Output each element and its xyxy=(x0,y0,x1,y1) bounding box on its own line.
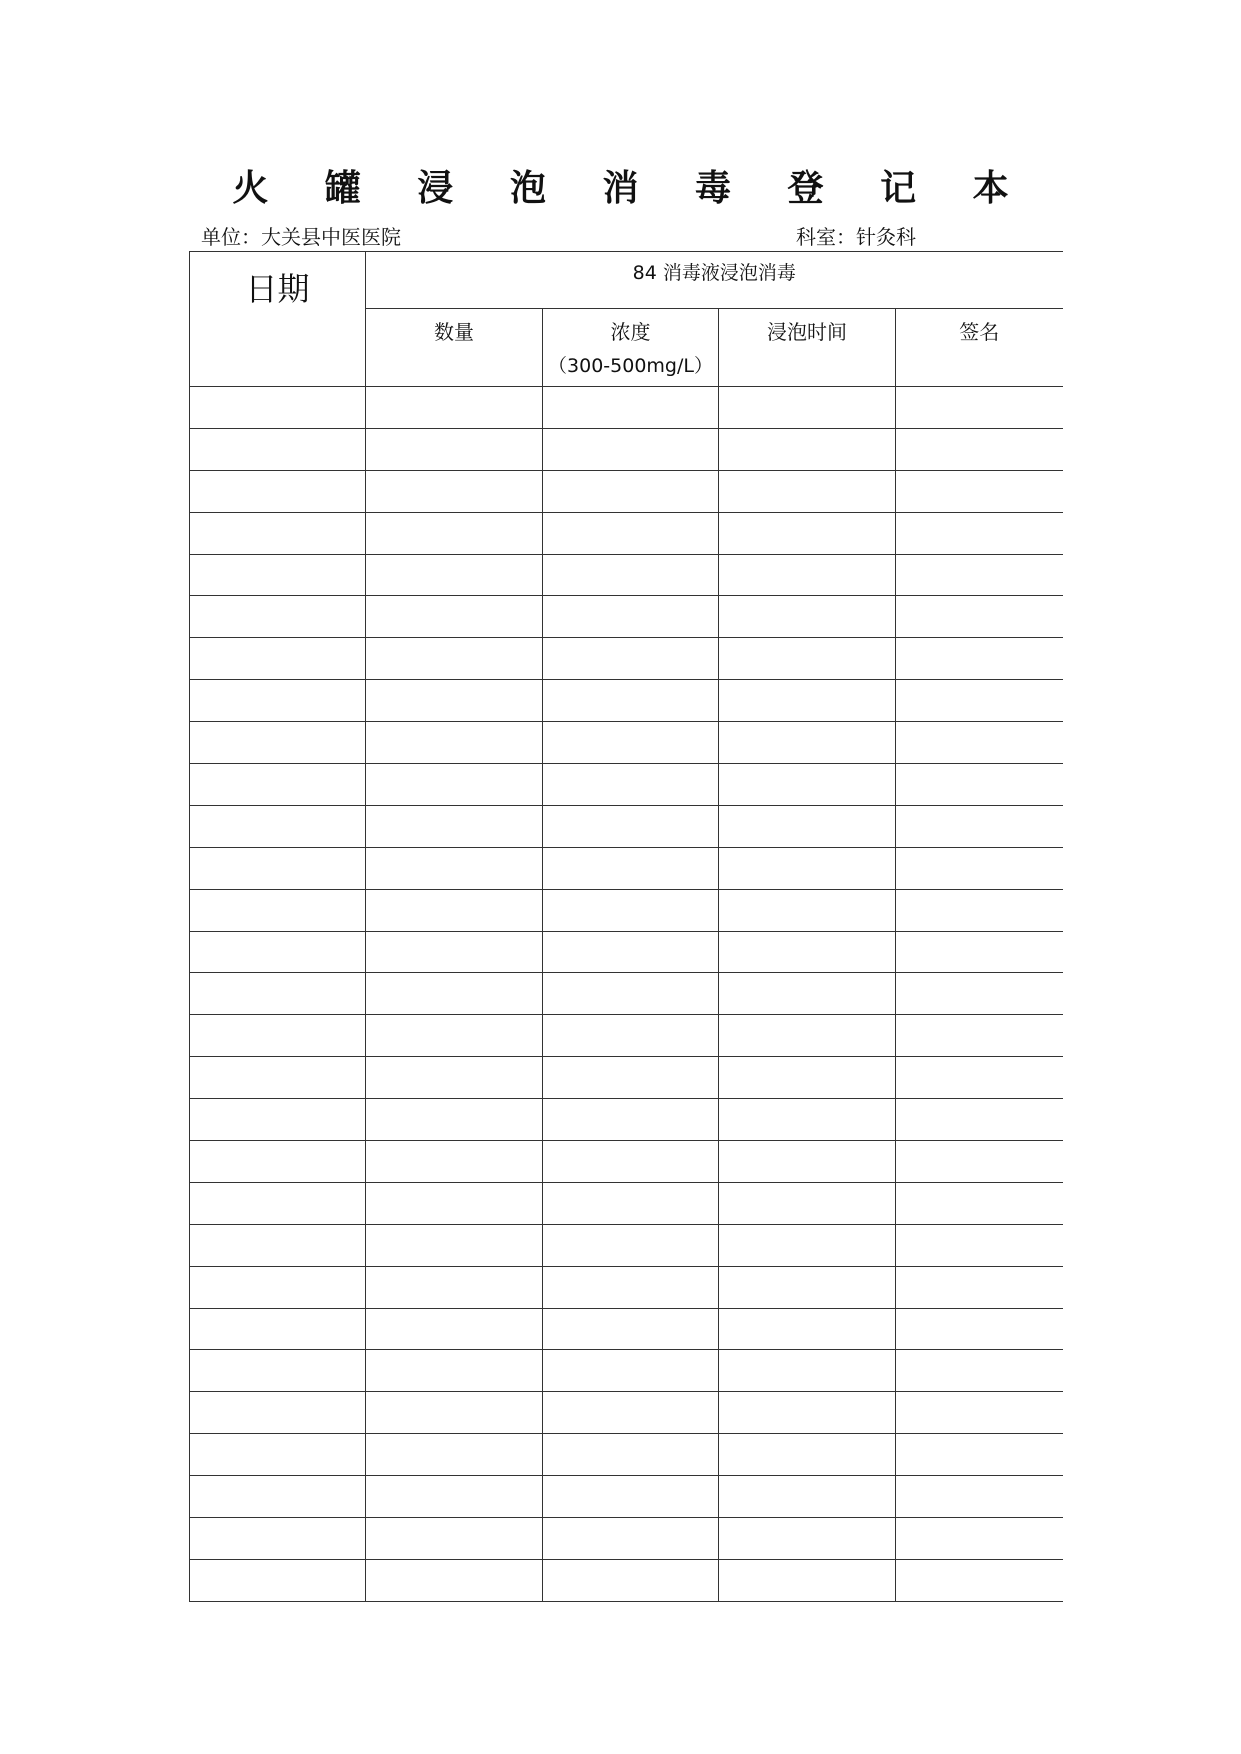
disinfection-group-header: 84 消毒液浸泡消毒 xyxy=(366,252,1063,309)
signature-cell xyxy=(896,1141,1063,1183)
signature-cell xyxy=(896,1057,1063,1099)
quantity-cell xyxy=(366,1182,543,1224)
quantity-cell xyxy=(366,387,543,429)
date-cell xyxy=(190,1224,366,1266)
signature-cell xyxy=(896,1308,1063,1350)
date-cell xyxy=(190,1476,366,1518)
table-row xyxy=(190,1518,1063,1560)
date-cell xyxy=(190,764,366,806)
soak-time-cell xyxy=(719,805,896,847)
date-cell xyxy=(190,638,366,680)
date-cell xyxy=(190,889,366,931)
date-cell xyxy=(190,680,366,722)
date-cell xyxy=(190,512,366,554)
soak-time-cell xyxy=(719,722,896,764)
date-cell xyxy=(190,805,366,847)
date-cell xyxy=(190,1559,366,1601)
quantity-cell xyxy=(366,428,543,470)
signature-cell xyxy=(896,1224,1063,1266)
quantity-cell xyxy=(366,764,543,806)
concentration-cell xyxy=(543,596,719,638)
table-row xyxy=(190,1392,1063,1434)
soak-time-cell xyxy=(719,638,896,680)
concentration-cell xyxy=(543,1266,719,1308)
signature-cell xyxy=(896,847,1063,889)
signature-cell xyxy=(896,1350,1063,1392)
quantity-cell xyxy=(366,1015,543,1057)
table-row xyxy=(190,512,1063,554)
quantity-cell xyxy=(366,596,543,638)
signature-cell xyxy=(896,512,1063,554)
concentration-cell xyxy=(543,931,719,973)
signature-cell xyxy=(896,973,1063,1015)
table-row xyxy=(190,847,1063,889)
signature-cell xyxy=(896,931,1063,973)
concentration-cell xyxy=(543,1392,719,1434)
signature-cell xyxy=(896,889,1063,931)
date-cell xyxy=(190,931,366,973)
signature-cell xyxy=(896,680,1063,722)
table-row xyxy=(190,722,1063,764)
quantity-cell xyxy=(366,638,543,680)
concentration-cell xyxy=(543,889,719,931)
concentration-cell xyxy=(543,680,719,722)
quantity-cell xyxy=(366,1559,543,1601)
signature-header-label: 签名 xyxy=(959,320,1000,345)
signature-cell xyxy=(896,1099,1063,1141)
date-cell xyxy=(190,596,366,638)
soak-time-cell xyxy=(719,1141,896,1183)
concentration-cell xyxy=(543,764,719,806)
concentration-header-note: （300-500mg/L） xyxy=(548,355,713,378)
concentration-cell xyxy=(543,387,719,429)
table-row xyxy=(190,428,1063,470)
date-cell xyxy=(190,470,366,512)
table-row xyxy=(190,1057,1063,1099)
concentration-cell xyxy=(543,722,719,764)
signature-cell xyxy=(896,1434,1063,1476)
concentration-cell xyxy=(543,1518,719,1560)
quantity-cell xyxy=(366,722,543,764)
date-cell xyxy=(190,1350,366,1392)
table-header-row xyxy=(190,252,1063,309)
date-cell xyxy=(190,1518,366,1560)
signature-cell xyxy=(896,387,1063,429)
soak-time-cell xyxy=(719,889,896,931)
concentration-cell xyxy=(543,1434,719,1476)
table-row xyxy=(190,1350,1063,1392)
signature-cell xyxy=(896,554,1063,596)
soak-time-cell xyxy=(719,1182,896,1224)
soak-time-cell xyxy=(719,1099,896,1141)
signature-cell xyxy=(896,1476,1063,1518)
date-cell xyxy=(190,1182,366,1224)
disinfection-log-table xyxy=(189,251,1063,1602)
concentration-cell xyxy=(543,847,719,889)
date-cell xyxy=(190,973,366,1015)
date-cell xyxy=(190,847,366,889)
soak-time-cell xyxy=(719,1434,896,1476)
soak-time-cell xyxy=(719,428,896,470)
unit-label: 单位：大关县中医医院 xyxy=(201,225,401,249)
soak-time-cell xyxy=(719,596,896,638)
signature-cell xyxy=(896,470,1063,512)
quantity-cell xyxy=(366,1392,543,1434)
quantity-cell xyxy=(366,1141,543,1183)
soak-time-cell xyxy=(719,973,896,1015)
department-label: 科室：针灸科 xyxy=(796,225,916,249)
quantity-cell xyxy=(366,1434,543,1476)
table-row xyxy=(190,1015,1063,1057)
table-row xyxy=(190,470,1063,512)
table-row xyxy=(190,1224,1063,1266)
concentration-cell xyxy=(543,1182,719,1224)
quantity-cell xyxy=(366,847,543,889)
soak-time-cell xyxy=(719,680,896,722)
concentration-cell xyxy=(543,1057,719,1099)
table-row xyxy=(190,1266,1063,1308)
quantity-cell xyxy=(366,1308,543,1350)
signature-cell xyxy=(896,596,1063,638)
quantity-cell xyxy=(366,1518,543,1560)
signature-cell xyxy=(896,1182,1063,1224)
quantity-cell xyxy=(366,931,543,973)
concentration-cell xyxy=(543,470,719,512)
table-row xyxy=(190,554,1063,596)
concentration-header-label: 浓度 xyxy=(610,320,651,345)
form-title: 火 罐 浸 泡 消 毒 登 记 本 xyxy=(232,167,1031,209)
soak-time-cell xyxy=(719,1224,896,1266)
soak-time-cell xyxy=(719,1057,896,1099)
soak-time-cell xyxy=(719,1015,896,1057)
quantity-cell xyxy=(366,1476,543,1518)
table-row xyxy=(190,1308,1063,1350)
soak-time-cell xyxy=(719,764,896,806)
concentration-cell xyxy=(543,1099,719,1141)
table-row xyxy=(190,1182,1063,1224)
quantity-cell xyxy=(366,1350,543,1392)
table-row xyxy=(190,1141,1063,1183)
signature-cell xyxy=(896,1392,1063,1434)
date-cell xyxy=(190,1141,366,1183)
date-cell xyxy=(190,1099,366,1141)
soak-time-cell xyxy=(719,1559,896,1601)
concentration-cell xyxy=(543,1350,719,1392)
date-cell xyxy=(190,554,366,596)
soak-time-header-label: 浸泡时间 xyxy=(767,320,847,345)
concentration-cell xyxy=(543,1308,719,1350)
concentration-cell xyxy=(543,638,719,680)
soak-time-cell xyxy=(719,847,896,889)
table-row xyxy=(190,1559,1063,1601)
signature-cell xyxy=(896,428,1063,470)
date-column-header: 日期 xyxy=(190,252,366,387)
quantity-cell xyxy=(366,470,543,512)
date-cell xyxy=(190,722,366,764)
date-cell xyxy=(190,1015,366,1057)
concentration-cell xyxy=(543,1141,719,1183)
table-row xyxy=(190,764,1063,806)
signature-cell xyxy=(896,1266,1063,1308)
soak-time-cell xyxy=(719,931,896,973)
table-row xyxy=(190,931,1063,973)
date-cell xyxy=(190,428,366,470)
quantity-cell xyxy=(366,512,543,554)
soak-time-cell xyxy=(719,1308,896,1350)
concentration-cell xyxy=(543,973,719,1015)
signature-cell xyxy=(896,1518,1063,1560)
date-cell xyxy=(190,1266,366,1308)
soak-time-cell xyxy=(719,1266,896,1308)
table-row xyxy=(190,973,1063,1015)
signature-cell xyxy=(896,764,1063,806)
quantity-header-label: 数量 xyxy=(434,320,474,345)
concentration-cell xyxy=(543,1224,719,1266)
concentration-cell xyxy=(543,512,719,554)
date-cell xyxy=(190,1308,366,1350)
quantity-cell xyxy=(366,1266,543,1308)
soak-time-cell xyxy=(719,1350,896,1392)
soak-time-cell xyxy=(719,1518,896,1560)
signature-cell xyxy=(896,722,1063,764)
concentration-column-header xyxy=(543,309,719,387)
signature-cell xyxy=(896,805,1063,847)
concentration-cell xyxy=(543,554,719,596)
table-row xyxy=(190,596,1063,638)
soak-time-cell xyxy=(719,1476,896,1518)
table-row xyxy=(190,1476,1063,1518)
quantity-cell xyxy=(366,889,543,931)
concentration-cell xyxy=(543,1015,719,1057)
quantity-cell xyxy=(366,554,543,596)
date-cell xyxy=(190,1392,366,1434)
signature-cell xyxy=(896,1015,1063,1057)
concentration-cell xyxy=(543,805,719,847)
table-row xyxy=(190,680,1063,722)
soak-time-cell xyxy=(719,470,896,512)
quantity-column-header xyxy=(366,309,543,387)
table-row xyxy=(190,387,1063,429)
quantity-cell xyxy=(366,1224,543,1266)
table-row xyxy=(190,1099,1063,1141)
quantity-cell xyxy=(366,1099,543,1141)
date-cell xyxy=(190,1434,366,1476)
concentration-cell xyxy=(543,428,719,470)
soak-time-cell xyxy=(719,512,896,554)
soak-time-column-header xyxy=(719,309,896,387)
quantity-cell xyxy=(366,805,543,847)
soak-time-cell xyxy=(719,387,896,429)
table-row xyxy=(190,1434,1063,1476)
date-cell xyxy=(190,1057,366,1099)
quantity-cell xyxy=(366,1057,543,1099)
quantity-cell xyxy=(366,680,543,722)
table-row xyxy=(190,805,1063,847)
signature-column-header xyxy=(896,309,1063,387)
soak-time-cell xyxy=(719,554,896,596)
table-row xyxy=(190,638,1063,680)
quantity-cell xyxy=(366,973,543,1015)
date-cell xyxy=(190,387,366,429)
signature-cell xyxy=(896,638,1063,680)
soak-time-cell xyxy=(719,1392,896,1434)
concentration-cell xyxy=(543,1476,719,1518)
concentration-cell xyxy=(543,1559,719,1601)
signature-cell xyxy=(896,1559,1063,1601)
table-row xyxy=(190,889,1063,931)
